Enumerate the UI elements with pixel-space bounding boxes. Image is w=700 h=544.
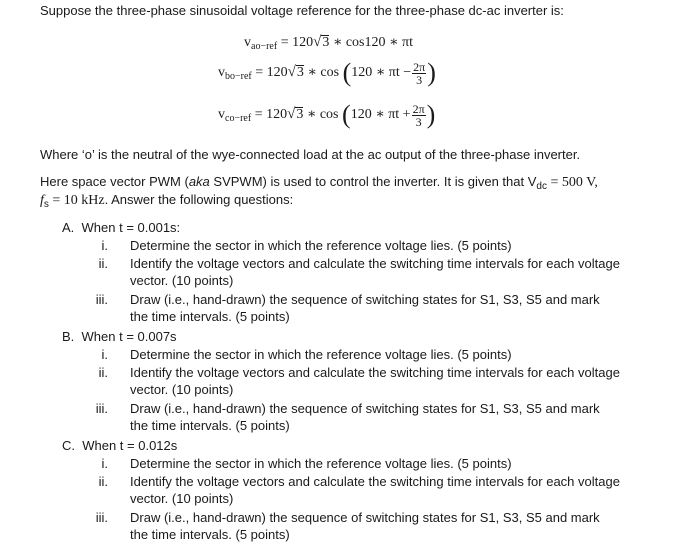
pwm-aka: aka	[188, 174, 210, 189]
question-item: Identify the voltage vectors and calculate the switching time intervals for each voltage vector. (10 points)	[130, 474, 620, 506]
left-paren-icon: (	[342, 100, 351, 129]
eq-ao-lhs: v	[244, 35, 251, 50]
question-item: Draw (i.e., hand-drawn) the sequence of switching states for S1, S3, S5 and mark the time intervals. (5 points)	[130, 292, 600, 324]
section-letter: A.	[62, 220, 75, 235]
sqrt-icon: √	[287, 106, 296, 123]
sqrt-icon: √	[313, 34, 322, 50]
eq-bo-frac-den: 3	[416, 72, 423, 87]
eq-ao-radicand: 3	[322, 35, 330, 50]
eq-co-fraction	[412, 103, 426, 128]
right-paren-icon: )	[427, 58, 436, 87]
pwm-line-2	[40, 192, 293, 213]
sqrt-icon: √	[287, 64, 296, 81]
section-when: When t = 0.012s	[82, 438, 178, 453]
pwm-fs-sub: s	[43, 199, 49, 210]
equation-vao	[244, 34, 413, 52]
neutral-note: Where ‘o’ is the neutral of the wye-connected load at the ac output of the three-phase inverter.	[40, 147, 581, 162]
pwm-vdc-sub: dc	[536, 181, 547, 192]
right-paren-icon: )	[426, 100, 436, 129]
item-numeral: iii.	[95, 510, 108, 525]
eq-bo-fraction	[412, 61, 426, 86]
eq-bo-frac-num: 2π	[413, 59, 426, 74]
eq-bo-lhs-sub: bo−ref	[225, 71, 252, 83]
eq-co-cos: ∗ cos	[303, 107, 343, 123]
section-c-header	[62, 438, 177, 454]
eq-bo-lhs: v	[218, 65, 225, 81]
eq-co-coef: = 120	[254, 107, 288, 123]
eq-ao-coef: = 120	[280, 35, 314, 50]
eq-bo-radicand: 3	[296, 65, 304, 81]
eq-bo-cos: ∗ cos	[303, 65, 343, 81]
intro-text: Suppose the three-phase sinusoidal voltage reference for the three-phase dc-ac inverter is:	[40, 3, 564, 18]
pwm-vdc-value: = 500 V,	[546, 175, 598, 190]
section-a-header	[62, 220, 180, 236]
question-item: Draw (i.e., hand-drawn) the sequence of switching states for S1, S3, S5 and mark the time intervals. (5 points)	[130, 401, 600, 433]
pwm-text-1: Here space vector PWM (	[40, 174, 189, 189]
section-letter: C.	[62, 438, 75, 453]
eq-co-frac-num: 2π	[412, 101, 425, 116]
section-when: When t = 0.007s	[81, 329, 177, 344]
item-numeral: iii.	[95, 401, 108, 416]
equation-vbo	[218, 60, 436, 86]
eq-bo-coef: = 120	[255, 65, 288, 81]
section-b-header	[62, 329, 177, 345]
pwm-fs-value: = 10 kHz	[48, 193, 105, 208]
item-numeral: i.	[101, 238, 108, 253]
section-letter: B.	[62, 329, 75, 344]
eq-co-lhs: v	[218, 107, 225, 123]
item-numeral: ii.	[98, 256, 108, 271]
eq-co-inner: 120 ∗ πt +	[350, 107, 411, 123]
pwm-fs: f	[40, 193, 44, 208]
question-item: Identify the voltage vectors and calculate the switching time intervals for each voltage vector. (10 points)	[130, 256, 620, 288]
equation-vco	[218, 102, 435, 128]
question-item: Identify the voltage vectors and calculate the switching time intervals for each voltage vector. (10 points)	[130, 365, 620, 397]
eq-co-lhs-sub: co−ref	[225, 113, 252, 125]
section-when: When t = 0.001s:	[81, 220, 181, 235]
eq-co-radicand: 3	[296, 107, 304, 123]
pwm-text-3: . Answer the following questions:	[104, 192, 294, 207]
item-numeral: i.	[101, 347, 108, 362]
eq-bo-inner: 120 ∗ πt −	[351, 65, 412, 81]
item-numeral: ii.	[98, 474, 108, 489]
question-item: Determine the sector in which the reference voltage lies. (5 points)	[130, 347, 512, 362]
question-item: Draw (i.e., hand-drawn) the sequence of switching states for S1, S3, S5 and mark the time intervals. (5 points)	[130, 510, 600, 542]
question-item: Determine the sector in which the reference voltage lies. (5 points)	[130, 456, 512, 471]
item-numeral: i.	[101, 456, 108, 471]
left-paren-icon: (	[342, 58, 352, 87]
eq-ao-body: ∗ cos120 ∗ πt	[329, 35, 413, 50]
pwm-text-2: SVPWM) is used to control the inverter. It is given that V	[209, 174, 537, 189]
item-numeral: ii.	[98, 365, 108, 380]
question-item: Determine the sector in which the reference voltage lies. (5 points)	[130, 238, 512, 253]
eq-co-frac-den: 3	[415, 114, 422, 129]
eq-ao-lhs-sub: ao−ref	[251, 41, 278, 52]
item-numeral: iii.	[95, 292, 108, 307]
